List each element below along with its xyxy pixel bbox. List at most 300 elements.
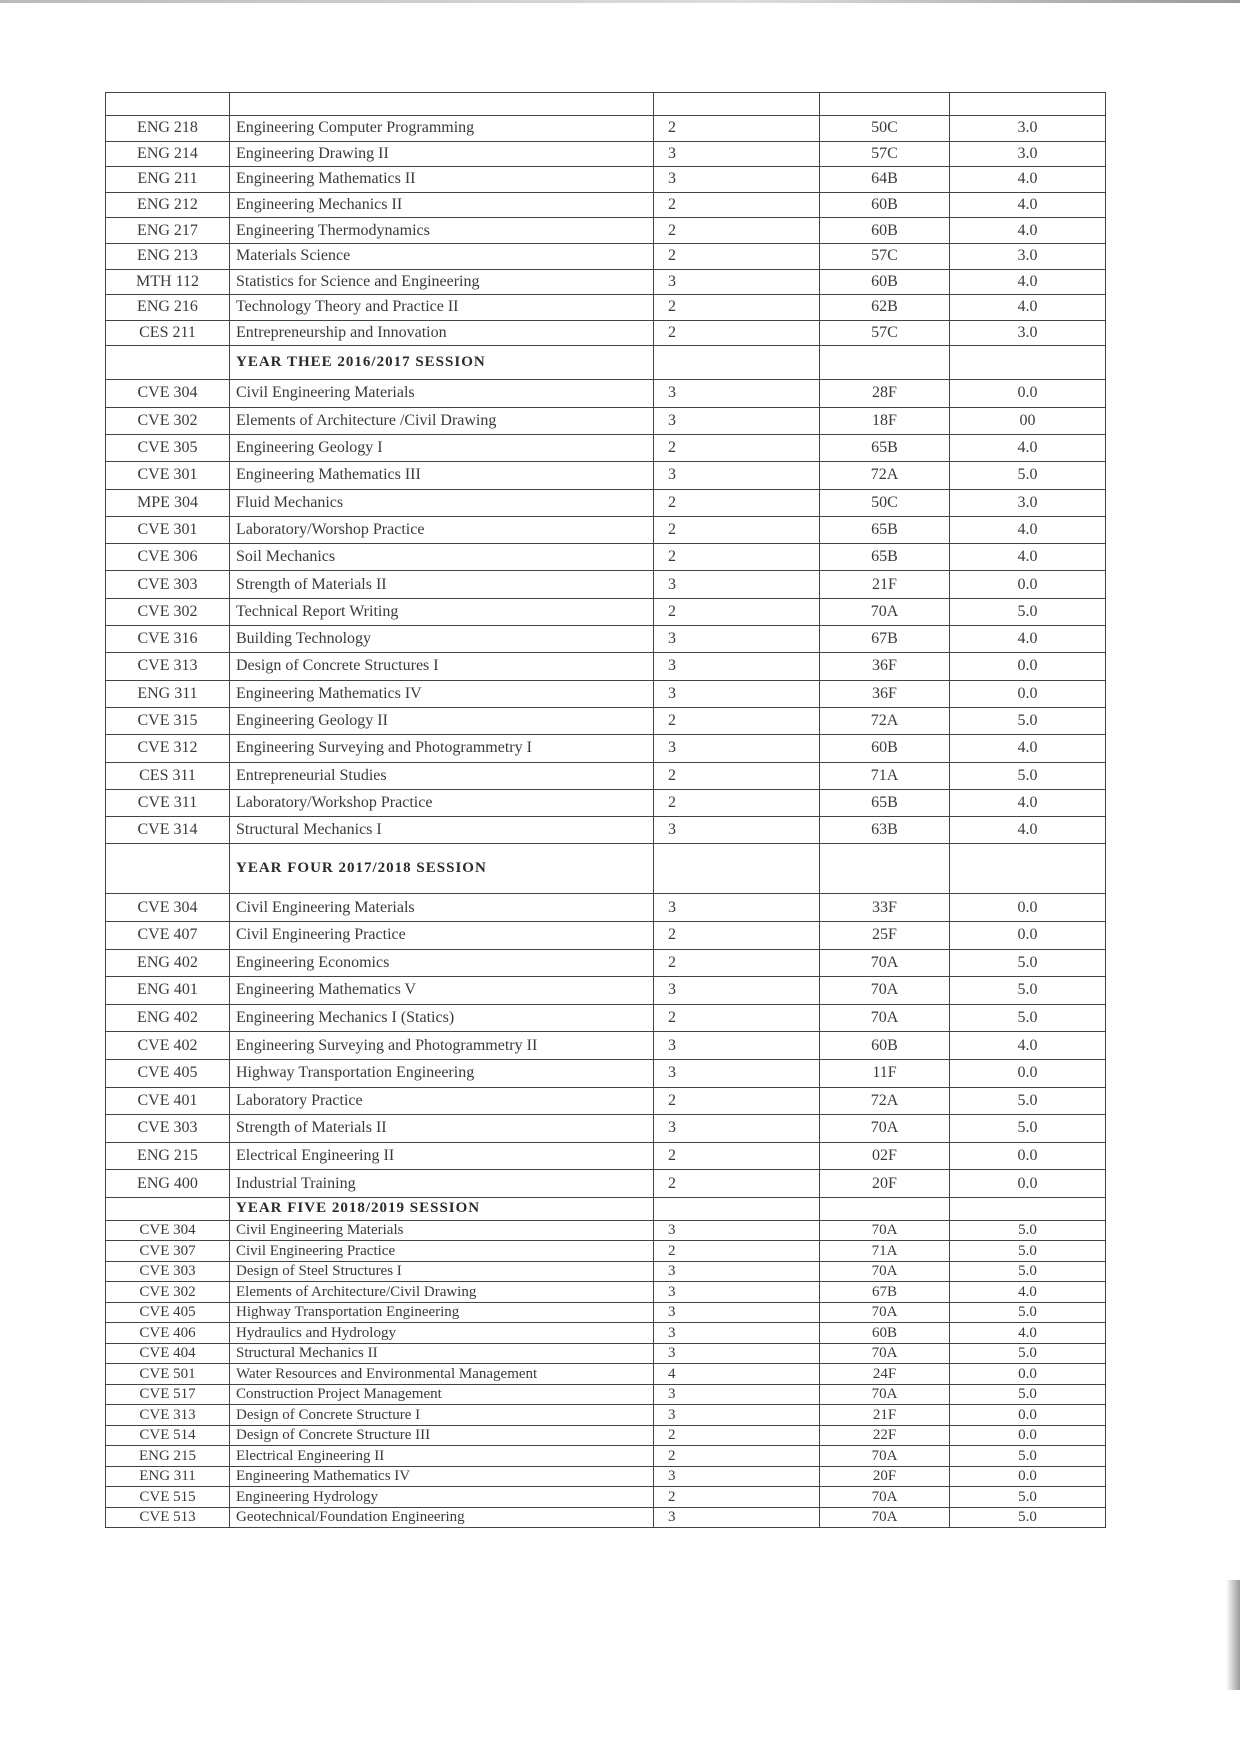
- course-code: ENG 311: [106, 680, 230, 707]
- course-unit: 3: [654, 626, 820, 653]
- heading-blank-cell: [654, 1197, 820, 1220]
- course-unit: 3: [654, 1282, 820, 1303]
- course-row: [106, 1343, 1106, 1364]
- course-title: Engineering Mathematics IV: [230, 680, 654, 707]
- course-score: 25F: [820, 921, 950, 949]
- course-score: 70A: [820, 1487, 950, 1508]
- course-unit: 3: [654, 1059, 820, 1087]
- heading-blank-cell: [820, 1197, 950, 1220]
- course-unit: 3: [654, 1115, 820, 1143]
- course-title: Entrepreneurial Studies: [230, 762, 654, 789]
- course-title: Design of Concrete Structure III: [230, 1425, 654, 1446]
- course-point: 4.0: [950, 544, 1106, 571]
- course-score: 62B: [820, 295, 950, 321]
- course-unit: 2: [654, 1142, 820, 1170]
- course-title: Materials Science: [230, 243, 654, 269]
- course-row: [106, 1220, 1106, 1241]
- course-unit: 3: [654, 269, 820, 295]
- course-code: CVE 301: [106, 462, 230, 489]
- course-title: Engineering Surveying and Photogrammetry I: [230, 735, 654, 762]
- course-code: CVE 307: [106, 1241, 230, 1262]
- section-heading: YEAR FIVE 2018/2019 SESSION: [230, 1197, 654, 1220]
- course-score: 36F: [820, 680, 950, 707]
- course-row: [106, 653, 1106, 680]
- course-point: 3.0: [950, 489, 1106, 516]
- course-row: [106, 1425, 1106, 1446]
- course-unit: 2: [654, 320, 820, 346]
- course-title: Engineering Mechanics II: [230, 192, 654, 218]
- course-row: [106, 218, 1106, 244]
- course-score: 60B: [820, 1323, 950, 1344]
- course-title: Engineering Mechanics I (Statics): [230, 1004, 654, 1032]
- course-unit: 3: [654, 462, 820, 489]
- course-score: 64B: [820, 167, 950, 193]
- course-unit: 3: [654, 817, 820, 844]
- course-point: 0.0: [950, 571, 1106, 598]
- course-code: CVE 402: [106, 1032, 230, 1060]
- course-row: [106, 1364, 1106, 1385]
- course-code: ENG 212: [106, 192, 230, 218]
- course-unit: 3: [654, 407, 820, 434]
- course-point: 0.0: [950, 1364, 1106, 1385]
- course-row: [106, 762, 1106, 789]
- course-score: 63B: [820, 817, 950, 844]
- course-score: 71A: [820, 762, 950, 789]
- course-unit: 3: [654, 1261, 820, 1282]
- course-unit: 3: [654, 1466, 820, 1487]
- course-unit: 2: [654, 1425, 820, 1446]
- section-year-five: [106, 1220, 1106, 1528]
- results-table: [105, 92, 1106, 1528]
- course-code: ENG 400: [106, 1170, 230, 1198]
- course-row: [106, 489, 1106, 516]
- course-code: ENG 216: [106, 295, 230, 321]
- course-score: 20F: [820, 1466, 950, 1487]
- course-point: 5.0: [950, 762, 1106, 789]
- heading-blank-cell: [820, 844, 950, 894]
- course-title: Highway Transportation Engineering: [230, 1302, 654, 1323]
- course-row: [106, 598, 1106, 625]
- course-row: [106, 1487, 1106, 1508]
- course-code: ENG 402: [106, 1004, 230, 1032]
- course-title: Water Resources and Environmental Management: [230, 1364, 654, 1385]
- course-code: CVE 313: [106, 1405, 230, 1426]
- course-score: 71A: [820, 1241, 950, 1262]
- course-title: Laboratory Practice: [230, 1087, 654, 1115]
- course-point: 0.0: [950, 1059, 1106, 1087]
- course-point: 3.0: [950, 320, 1106, 346]
- course-score: 57C: [820, 320, 950, 346]
- course-unit: 2: [654, 1446, 820, 1467]
- course-unit: 2: [654, 434, 820, 461]
- course-title: Entrepreneurship and Innovation: [230, 320, 654, 346]
- course-title: Engineering Mathematics V: [230, 977, 654, 1005]
- course-score: 20F: [820, 1170, 950, 1198]
- course-unit: 2: [654, 921, 820, 949]
- course-score: 70A: [820, 1446, 950, 1467]
- course-code: CVE 304: [106, 380, 230, 407]
- course-row: [106, 1384, 1106, 1405]
- course-score: 70A: [820, 598, 950, 625]
- course-score: 33F: [820, 894, 950, 922]
- course-point: 0.0: [950, 1170, 1106, 1198]
- course-score: 18F: [820, 407, 950, 434]
- course-row: [106, 544, 1106, 571]
- course-row: [106, 1302, 1106, 1323]
- blank-cell: [820, 93, 950, 116]
- course-row: [106, 735, 1106, 762]
- course-unit: 3: [654, 735, 820, 762]
- course-title: Electrical Engineering II: [230, 1142, 654, 1170]
- section-heading: YEAR FOUR 2017/2018 SESSION: [230, 844, 654, 894]
- course-row: [106, 1282, 1106, 1303]
- course-code: ENG 402: [106, 949, 230, 977]
- section-year-three: [106, 380, 1106, 844]
- course-point: 0.0: [950, 921, 1106, 949]
- course-score: 60B: [820, 269, 950, 295]
- blank-cell: [654, 93, 820, 116]
- course-code: CVE 513: [106, 1507, 230, 1528]
- heading-blank-cell: [106, 1197, 230, 1220]
- course-unit: 2: [654, 1087, 820, 1115]
- heading-blank-cell: [820, 346, 950, 380]
- course-row: [106, 921, 1106, 949]
- course-score: 67B: [820, 1282, 950, 1303]
- course-title: Industrial Training: [230, 1170, 654, 1198]
- course-title: Soil Mechanics: [230, 544, 654, 571]
- course-point: 4.0: [950, 626, 1106, 653]
- course-title: Engineering Drawing II: [230, 141, 654, 167]
- course-row: [106, 789, 1106, 816]
- course-code: CVE 404: [106, 1343, 230, 1364]
- course-point: 5.0: [950, 949, 1106, 977]
- course-title: Engineering Geology II: [230, 707, 654, 734]
- course-title: Elements of Architecture/Civil Drawing: [230, 1282, 654, 1303]
- course-code: CES 211: [106, 320, 230, 346]
- course-point: 5.0: [950, 1115, 1106, 1143]
- course-row: [106, 1004, 1106, 1032]
- course-point: 5.0: [950, 977, 1106, 1005]
- course-unit: 2: [654, 192, 820, 218]
- course-row: [106, 380, 1106, 407]
- course-score: 70A: [820, 1384, 950, 1405]
- course-point: 5.0: [950, 1384, 1106, 1405]
- scan-edge-right: [1226, 1580, 1240, 1690]
- course-title: Engineering Surveying and Photogrammetry II: [230, 1032, 654, 1060]
- course-row: [106, 1507, 1106, 1528]
- course-row: [106, 571, 1106, 598]
- course-title: Highway Transportation Engineering: [230, 1059, 654, 1087]
- course-code: CVE 302: [106, 407, 230, 434]
- course-point: 5.0: [950, 1004, 1106, 1032]
- course-row: [106, 1446, 1106, 1467]
- course-score: 28F: [820, 380, 950, 407]
- course-row: [106, 407, 1106, 434]
- course-unit: 2: [654, 243, 820, 269]
- course-point: 5.0: [950, 1487, 1106, 1508]
- course-code: CVE 305: [106, 434, 230, 461]
- course-row: [106, 1032, 1106, 1060]
- course-row: [106, 269, 1106, 295]
- course-title: Engineering Computer Programming: [230, 116, 654, 142]
- course-code: ENG 211: [106, 167, 230, 193]
- course-code: CVE 302: [106, 598, 230, 625]
- course-code: CVE 304: [106, 1220, 230, 1241]
- course-title: Engineering Geology I: [230, 434, 654, 461]
- heading-blank-cell: [654, 346, 820, 380]
- course-point: 4.0: [950, 295, 1106, 321]
- course-score: 65B: [820, 516, 950, 543]
- course-title: Laboratory/Workshop Practice: [230, 789, 654, 816]
- course-point: 3.0: [950, 141, 1106, 167]
- course-point: 4.0: [950, 516, 1106, 543]
- heading-blank-cell: [950, 844, 1106, 894]
- course-code: ENG 401: [106, 977, 230, 1005]
- course-code: CVE 517: [106, 1384, 230, 1405]
- course-unit: 4: [654, 1364, 820, 1385]
- course-code: CVE 301: [106, 516, 230, 543]
- course-title: Technical Report Writing: [230, 598, 654, 625]
- blank-cell: [950, 93, 1106, 116]
- course-title: Design of Steel Structures I: [230, 1261, 654, 1282]
- course-unit: 2: [654, 789, 820, 816]
- course-code: ENG 311: [106, 1466, 230, 1487]
- course-point: 0.0: [950, 653, 1106, 680]
- course-unit: 3: [654, 680, 820, 707]
- course-unit: 2: [654, 598, 820, 625]
- course-score: 70A: [820, 1261, 950, 1282]
- course-unit: 3: [654, 1507, 820, 1528]
- course-title: Structural Mechanics I: [230, 817, 654, 844]
- course-point: 4.0: [950, 434, 1106, 461]
- course-unit: 3: [654, 1384, 820, 1405]
- course-point: 5.0: [950, 1220, 1106, 1241]
- course-unit: 2: [654, 489, 820, 516]
- course-title: Engineering Hydrology: [230, 1487, 654, 1508]
- course-point: 3.0: [950, 116, 1106, 142]
- course-row: [106, 434, 1106, 461]
- course-code: CVE 303: [106, 1261, 230, 1282]
- course-title: Civil Engineering Practice: [230, 1241, 654, 1262]
- blank-cell: [230, 93, 654, 116]
- course-point: 4.0: [950, 269, 1106, 295]
- course-title: Engineering Mathematics III: [230, 462, 654, 489]
- course-point: 5.0: [950, 1507, 1106, 1528]
- table-header-blank-row: [106, 93, 1106, 116]
- course-score: 72A: [820, 1087, 950, 1115]
- course-point: 0.0: [950, 380, 1106, 407]
- course-point: 0.0: [950, 1466, 1106, 1487]
- course-unit: 3: [654, 1032, 820, 1060]
- course-point: 4.0: [950, 167, 1106, 193]
- course-point: 5.0: [950, 598, 1106, 625]
- course-score: 70A: [820, 1302, 950, 1323]
- course-unit: 2: [654, 762, 820, 789]
- course-score: 72A: [820, 462, 950, 489]
- course-title: Design of Concrete Structure I: [230, 1405, 654, 1426]
- heading-blank-cell: [106, 346, 230, 380]
- course-code: CVE 311: [106, 789, 230, 816]
- course-code: CVE 306: [106, 544, 230, 571]
- course-code: ENG 217: [106, 218, 230, 244]
- course-row: [106, 243, 1106, 269]
- heading-blank-cell: [654, 844, 820, 894]
- course-code: ENG 218: [106, 116, 230, 142]
- course-score: 50C: [820, 489, 950, 516]
- course-title: Civil Engineering Practice: [230, 921, 654, 949]
- blank-cell: [106, 93, 230, 116]
- course-unit: 3: [654, 1323, 820, 1344]
- course-point: 0.0: [950, 1405, 1106, 1426]
- course-title: Building Technology: [230, 626, 654, 653]
- course-row: [106, 949, 1106, 977]
- course-row: [106, 1087, 1106, 1115]
- course-row: [106, 707, 1106, 734]
- heading-blank-cell: [106, 844, 230, 894]
- course-unit: 3: [654, 571, 820, 598]
- course-code: CVE 304: [106, 894, 230, 922]
- course-code: CVE 312: [106, 735, 230, 762]
- section-year-two: [106, 116, 1106, 346]
- course-code: CVE 406: [106, 1323, 230, 1344]
- course-point: 0.0: [950, 680, 1106, 707]
- course-score: 70A: [820, 1343, 950, 1364]
- course-title: Civil Engineering Materials: [230, 1220, 654, 1241]
- course-row: [106, 680, 1106, 707]
- course-point: 4.0: [950, 789, 1106, 816]
- course-code: CVE 515: [106, 1487, 230, 1508]
- course-code: ENG 215: [106, 1446, 230, 1467]
- course-row: [106, 1059, 1106, 1087]
- course-row: [106, 192, 1106, 218]
- course-title: Strength of Materials II: [230, 1115, 654, 1143]
- course-point: 4.0: [950, 1323, 1106, 1344]
- section-heading: YEAR THEE 2016/2017 SESSION: [230, 346, 654, 380]
- course-title: Hydraulics and Hydrology: [230, 1323, 654, 1344]
- course-code: ENG 214: [106, 141, 230, 167]
- course-code: CVE 314: [106, 817, 230, 844]
- course-title: Technology Theory and Practice II: [230, 295, 654, 321]
- course-score: 70A: [820, 1004, 950, 1032]
- course-title: Fluid Mechanics: [230, 489, 654, 516]
- course-title: Civil Engineering Materials: [230, 894, 654, 922]
- course-point: 5.0: [950, 1261, 1106, 1282]
- course-point: 3.0: [950, 243, 1106, 269]
- course-unit: 3: [654, 1220, 820, 1241]
- course-point: 5.0: [950, 707, 1106, 734]
- course-score: 65B: [820, 434, 950, 461]
- course-score: 65B: [820, 789, 950, 816]
- course-unit: 3: [654, 1405, 820, 1426]
- course-score: 70A: [820, 949, 950, 977]
- course-score: 65B: [820, 544, 950, 571]
- course-title: Elements of Architecture /Civil Drawing: [230, 407, 654, 434]
- course-score: 70A: [820, 1220, 950, 1241]
- course-unit: 2: [654, 1487, 820, 1508]
- course-title: Design of Concrete Structures I: [230, 653, 654, 680]
- course-point: 4.0: [950, 192, 1106, 218]
- course-unit: 2: [654, 1004, 820, 1032]
- course-title: Laboratory/Worshop Practice: [230, 516, 654, 543]
- course-score: 02F: [820, 1142, 950, 1170]
- course-row: [106, 1170, 1106, 1198]
- course-row: [106, 1142, 1106, 1170]
- course-row: [106, 894, 1106, 922]
- course-code: CVE 405: [106, 1059, 230, 1087]
- course-unit: 3: [654, 653, 820, 680]
- course-unit: 3: [654, 141, 820, 167]
- course-point: 5.0: [950, 1343, 1106, 1364]
- course-row: [106, 320, 1106, 346]
- course-row: [106, 462, 1106, 489]
- course-unit: 2: [654, 707, 820, 734]
- course-row: [106, 1405, 1106, 1426]
- course-point: 5.0: [950, 1241, 1106, 1262]
- course-point: 4.0: [950, 1032, 1106, 1060]
- section-year-four: [106, 894, 1106, 1198]
- course-point: 5.0: [950, 1087, 1106, 1115]
- course-score: 72A: [820, 707, 950, 734]
- course-row: [106, 516, 1106, 543]
- course-row: [106, 295, 1106, 321]
- course-title: Structural Mechanics II: [230, 1343, 654, 1364]
- course-unit: 2: [654, 949, 820, 977]
- course-point: 4.0: [950, 1282, 1106, 1303]
- course-title: Engineering Thermodynamics: [230, 218, 654, 244]
- course-row: [106, 977, 1106, 1005]
- course-row: [106, 141, 1106, 167]
- course-unit: 3: [654, 894, 820, 922]
- course-score: 60B: [820, 218, 950, 244]
- course-title: Statistics for Science and Engineering: [230, 269, 654, 295]
- course-point: 4.0: [950, 817, 1106, 844]
- course-title: Geotechnical/Foundation Engineering: [230, 1507, 654, 1528]
- course-title: Engineering Mathematics II: [230, 167, 654, 193]
- course-code: CVE 315: [106, 707, 230, 734]
- section-heading-row: [106, 1197, 1106, 1220]
- course-title: Engineering Economics: [230, 949, 654, 977]
- course-row: [106, 1241, 1106, 1262]
- course-score: 21F: [820, 1405, 950, 1426]
- course-unit: 3: [654, 977, 820, 1005]
- course-unit: 2: [654, 295, 820, 321]
- course-unit: 2: [654, 516, 820, 543]
- course-row: [106, 167, 1106, 193]
- course-point: 0.0: [950, 894, 1106, 922]
- course-row: [106, 1261, 1106, 1282]
- course-unit: 3: [654, 167, 820, 193]
- course-score: 22F: [820, 1425, 950, 1446]
- course-unit: 2: [654, 1241, 820, 1262]
- course-title: Engineering Mathematics IV: [230, 1466, 654, 1487]
- course-code: MPE 304: [106, 489, 230, 516]
- course-point: 00: [950, 407, 1106, 434]
- scan-edge-top: [0, 0, 1240, 3]
- course-unit: 2: [654, 1170, 820, 1198]
- course-code: MTH 112: [106, 269, 230, 295]
- course-row: [106, 1323, 1106, 1344]
- course-score: 36F: [820, 653, 950, 680]
- course-score: 50C: [820, 116, 950, 142]
- course-unit: 2: [654, 544, 820, 571]
- course-title: Electrical Engineering II: [230, 1446, 654, 1467]
- course-point: 0.0: [950, 1425, 1106, 1446]
- course-score: 60B: [820, 735, 950, 762]
- course-code: ENG 213: [106, 243, 230, 269]
- course-score: 60B: [820, 1032, 950, 1060]
- course-row: [106, 116, 1106, 142]
- course-title: Strength of Materials II: [230, 571, 654, 598]
